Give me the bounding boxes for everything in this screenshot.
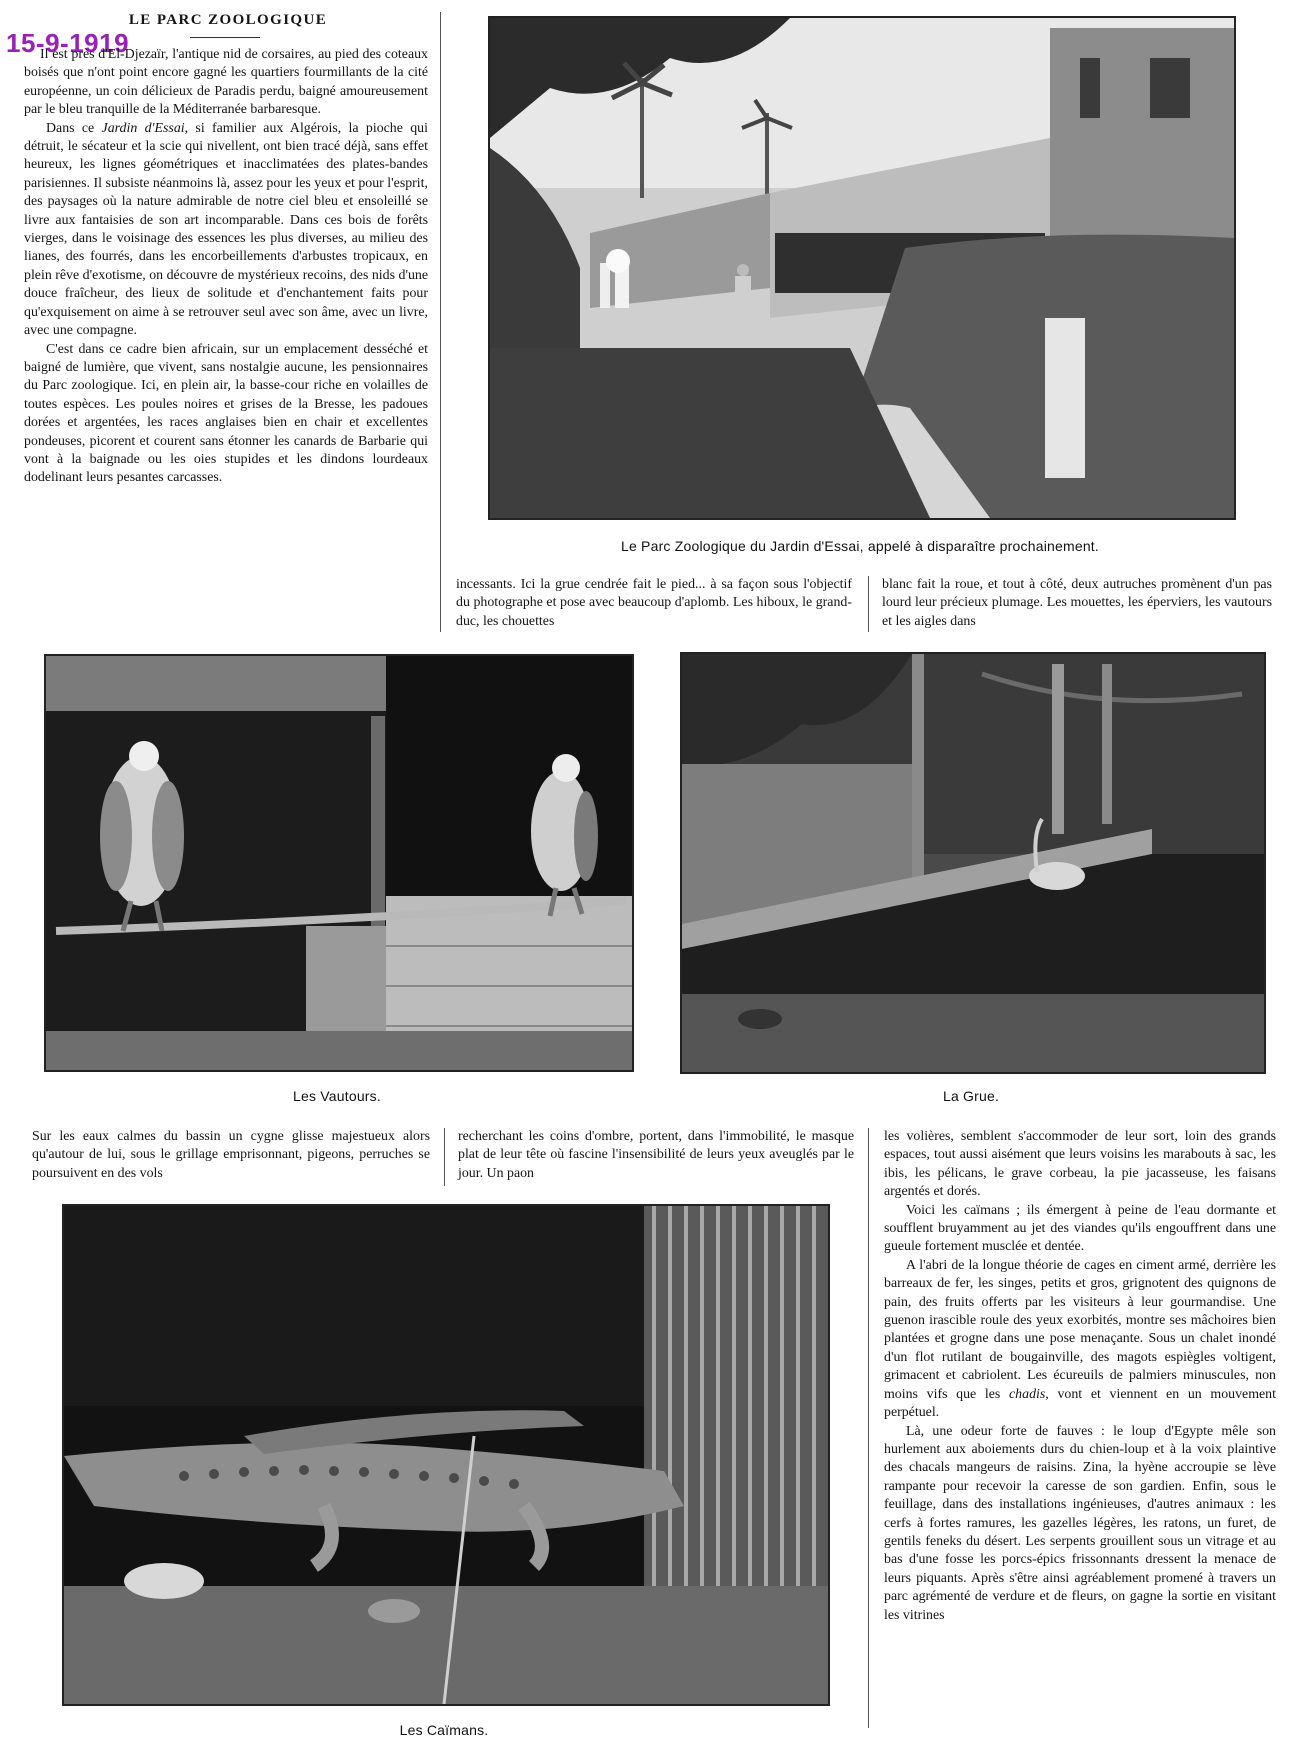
col3-paragraph-4: Là, une odeur forte de fauves : le loup d'Egypte mêle son hurlement aux aboiements durs du chien-loup et à la voix plaintive des chacals mangeurs de raisins. Zina, la hyène accroupie se lève rampante pour recevoir la caresse de son gardien. Enfin, sous le feuillage, dans des installations ingénieuses, d'autres animaux : les cerfs à fortes ramures, les gazelles légères, les ratons, un furet, de gentils feneks du désert. Les serpents grouillent sous un vitrage et au bas d'une fosse les porcs-épics frissonnants dressent la menace de leurs piquants. Après s'être ainsi agréablement promené à travers un parc agrémenté de verdure et de fleurs, on gagne la sortie en visitant les vitrines	[884, 1423, 1276, 1623]
col3-paragraph-1: les volières, semblent s'accommoder de leur sort, loin des grands espaces, tout aussi aisément que leurs voisins les marabouts à sac, les ibis, les pélicans, le grave corbeau, la pie jacasseuse, les faisans argentés et dorés.	[884, 1129, 1276, 1200]
caption-vautours: Les Vautours.	[293, 1088, 381, 1104]
column-rule-4	[868, 1128, 869, 1728]
chadis-italic: chadis	[1009, 1386, 1046, 1402]
article-title: LE PARC ZOOLOGIQUE	[128, 12, 328, 28]
photo-caimans	[62, 1204, 830, 1706]
paragraph-2-rest: , si familier aux Algérois, la pioche qui détruit, le sécateur et la scie qui nivellent, ont bien tracé déjà, sans effet heureux, les lignes géométriques et inacclimatées des plates-bandes parisiennes. Il subsiste néanmoins là, assez pour les yeux et pour l'esprit, des paysages où la nature admirable de notre ciel bleu et ensoleillé se livre aux fantaisies de son art incomparable. Dans ces bois de forêts vierges, dans le voisinage des essences les plus diverses, au milieu des lianes, des fourrés, dans les encorbeillements d'arbustes tropicaux, en plein rêve d'exotisme, on découvre de mystérieux recoins, des nids d'une douce fraîcheur, des lieux de solitude et d'enchantement faits pour qu'exquisement on aime à se retrouver seul avec son âme, avec un livre, avec une compagne.	[24, 120, 428, 339]
col3-paragraph-3	[884, 1257, 1276, 1423]
paragraph-2-start: Dans ce	[46, 120, 102, 136]
col3-paragraph-2: Voici les caïmans ; ils émergent à peine de l'eau dormante et soufflent bruyamment au jet des viandes qu'ils engouffrent dans une gueule fortement musclée et dentée.	[884, 1202, 1276, 1255]
column-2-top-text: incessants. Ici la grue cendrée fait le pied... à sa façon sous l'objectif du photographe et pose avec beaucoup d'aplomb. Les hiboux, le grand-duc, les chouettes	[456, 577, 852, 629]
photo-vautours	[44, 654, 634, 1072]
caption-grue: La Grue.	[942, 1088, 1000, 1104]
column-3-top-text: blanc fait la roue, et tout à côté, deux autruches promènent d'un pas lourd leur précieux plumage. Les mouettes, les éperviers, les vautours et les aigles dans	[882, 577, 1272, 629]
date-stamp: 15-9-1919	[6, 28, 130, 58]
photo-parc-zoologique	[488, 16, 1236, 520]
column-1-mid-text: Sur les eaux calmes du bassin un cygne glisse majestueux alors qu'autour de lui, sous le grillage emprisonnant, pigeons, perruches se poursuivent en des vols	[32, 1129, 430, 1181]
caption-parc-zoologique: Le Parc Zoologique du Jardin d'Essai, appelé à disparaître prochainement.	[620, 538, 1099, 554]
title-divider	[190, 37, 260, 38]
column-rule-2	[868, 576, 869, 632]
column-1-text	[24, 46, 428, 632]
parc-zoologique-image	[490, 18, 1234, 518]
paragraph-2	[24, 120, 428, 341]
col3-paragraph-3-end: , vont et viennent en un mouvement perpétuel.	[884, 1386, 1276, 1421]
column-rule-1	[440, 12, 441, 632]
jardin-essai-italic: Jardin d'Essai	[101, 120, 185, 136]
photo-grue	[680, 652, 1266, 1074]
column-3-bottom-text	[884, 1128, 1276, 1625]
grue-image	[682, 654, 1264, 1072]
column-2-mid-text: recherchant les coins d'ombre, portent, dans l'immobilité, le masque plat de leur tête où fascine l'insensibilité de leurs yeux aveuglés par le jour. Un paon	[458, 1129, 854, 1181]
vautours-image	[46, 656, 632, 1070]
paragraph-3: C'est dans ce cadre bien africain, sur un emplacement desséché et baigné de lumière, que vivent, sans nostalgie aucune, les pensionnaires du Parc zoologique. Ici, en plein air, la basse-cour riche en volailles de toutes espèces. Les poules noires et grises de la Bresse, les padoues dorées et argentées, les races anglaises bien en chair et excellentes pondeuses, picorent et courent sans étonner les canards de Barbarie qui vont à la baignade ou les oies stupides et les dindons lourdeaux dodelinant leurs pesantes carcasses.	[24, 341, 428, 486]
column-rule-3	[444, 1128, 445, 1186]
caimans-image	[64, 1206, 828, 1704]
paragraph-1: Il est près d'El-Djezaïr, l'antique nid de corsaires, au pied des coteaux boisés que n'ont point encore gagné les quartiers fourmillants de la cité européenne, un coin délicieux de Paradis perdu, baigné amoureusement par le bleu tranquille de la Méditerranée barbaresque.	[24, 47, 428, 118]
caption-caimans: Les Caïmans.	[399, 1722, 489, 1738]
col3-paragraph-3-start: A l'abri de la longue théorie de cages en ciment armé, derrière les barreaux de fer, les singes, petits et gros, grignotent des quignons de pain, des fruits offerts par les visiteurs à leur gourmandise. Une guenon irascible roule des yeux exorbités, montre ses mâchoires bien plantées et grogne dans une pose menaçante. Sous un chalet inondé d'un flot rutilant de bougainville, des magots espiègles voltigent, grimacent et cabriolent. Les écureuils de palmiers minuscules, non moins vifs que les	[884, 1257, 1276, 1402]
